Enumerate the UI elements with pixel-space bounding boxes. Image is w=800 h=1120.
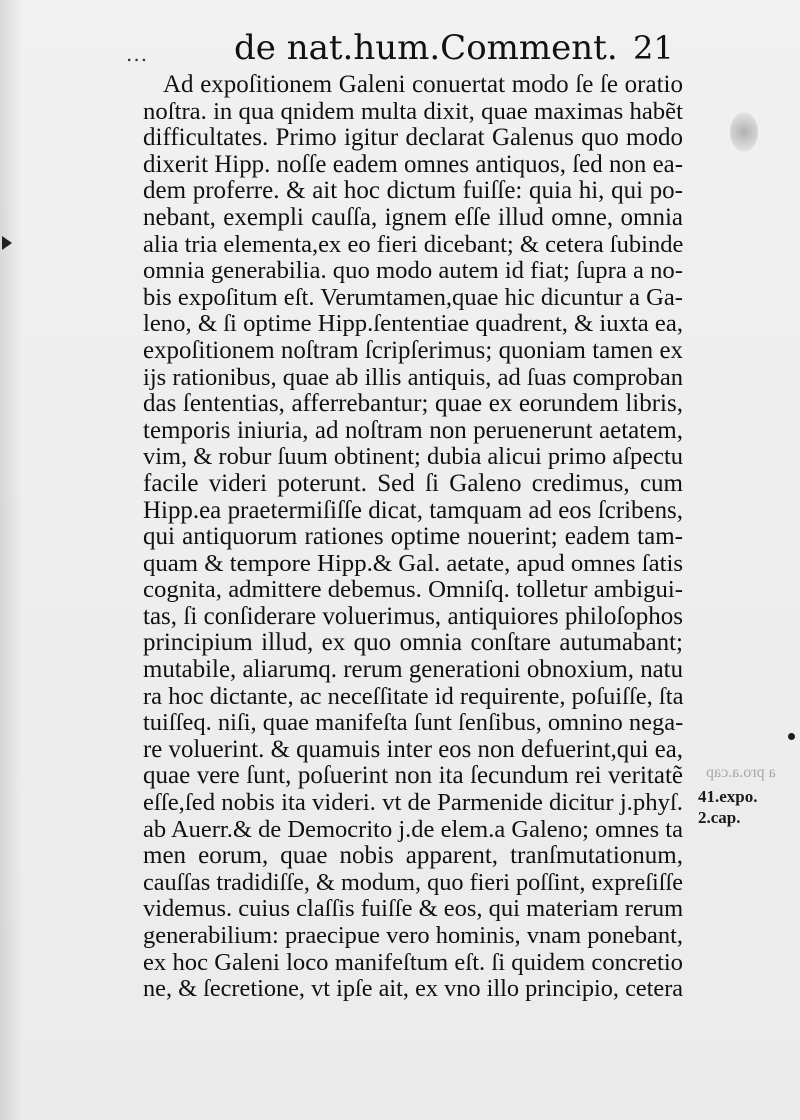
margin-note-line: 2.cap. — [698, 808, 741, 827]
text-line: Ad expoſitionem Galeni conuertat modo ſe ſe oratio — [163, 71, 683, 98]
page-header — [0, 26, 800, 70]
body-text-block — [143, 72, 683, 1003]
text-line: eſſe,ſed nobis ita videri. vt de Parmenide dicitur j.phyſ. — [143, 789, 683, 817]
text-line: nebant, exempli cauſſa, ignem eſſe illud omne, omnia — [143, 203, 683, 231]
text-line: mutabile, aliarumq. rerum generationi obnoxium, natu — [143, 656, 683, 684]
text-line: noſtra. in qua qnidem multa dixit, quae maximas habẽt — [143, 97, 683, 125]
running-title: de nat.hum.Comment. — [234, 28, 618, 68]
text-line: Hipp.ea praetermiſiſſe dicat, tamquam ad eos ſcribens, — [143, 496, 683, 524]
text-line: tuiſſeq. niſi, quae manifeſta ſunt ſenſibus, omnino nega- — [143, 709, 684, 737]
text-line: temporis iniuria, ad noſtram non peruenerunt aetatem, — [143, 416, 683, 444]
text-line: difficultates. Primo igitur declarat Galenus quo modo — [143, 124, 683, 152]
text-line: ab Auerr.& de Democrito j.de elem.a Galeno; omnes ta — [143, 815, 683, 843]
text-line: cognita, admittere debemus. Omniſq. tolletur ambigui- — [143, 576, 683, 604]
margin-note-line: 41.expo. — [698, 787, 758, 806]
text-line: das ſententias, afferrebantur; quae ex eorundem libris, — [143, 390, 683, 418]
text-line: cauſſas tradidiſſe, & modum, quo fieri poſſint, expreſiſſe — [143, 868, 683, 896]
page-number: 21 — [633, 29, 674, 67]
text-line: bis expoſitum eſt. Verumtamen,quae hic dicuntur a Ga- — [143, 283, 683, 311]
text-line: generabilium: praecipue vero hominis, vnam ponebant, — [143, 922, 683, 949]
text-line: principium illud, ex quo omnia conſtare autumabant; — [143, 629, 683, 657]
text-line: quam & tempore Hipp.& Gal. aetate, apud omnes ſatis — [143, 549, 683, 577]
text-line: ex hoc Galeni loco manifeſtum eſt. ſi quidem concretio — [143, 948, 683, 976]
paper-smudge — [730, 112, 758, 152]
margin-ink-mark — [2, 236, 12, 250]
text-line: vim, & robur ſuum obtinent; dubia alicui primo aſpectu — [143, 443, 683, 471]
text-line: ijs rationibus, quae ab illis antiquis, ad ſuas comproban — [143, 363, 683, 391]
text-line: leno, & ſi optime Hipp.ſententiae quadrent, & iuxta ea, — [143, 310, 683, 338]
text-line: re voluerint. & quamuis inter eos non defuerint,qui ea, — [143, 735, 683, 763]
text-line: expoſitionem noſtram ſcripſerimus; quoniam tamen ex — [143, 336, 683, 364]
text-line: dem proferre. & ait hoc dictum fuiſſe: quia hi, qui po- — [143, 177, 683, 205]
header-dots: ... — [126, 42, 149, 66]
text-line: tas, ſi conſiderare voluerimus, antiquiores philoſophos — [143, 602, 683, 630]
bleed-through-text: a pro.a.cap — [706, 764, 776, 781]
text-line: qui antiquorum rationes optime nouerint; eadem tam- — [143, 523, 683, 551]
text-line: ra hoc dictante, ac neceſſitate id requirente, poſuiſſe, ſta — [143, 682, 684, 710]
ink-dot — [788, 733, 795, 740]
text-line: dixerit Hipp. noſſe eadem omnes antiquos, ſed non ea- — [143, 150, 683, 178]
text-line: facile videri poterunt. Sed ſi Galeno credimus, cum — [143, 469, 683, 497]
text-line: videmus. cuius claſſis fuiſſe & eos, qui materiam rerum — [143, 895, 684, 923]
text-line: alia tria elementa,ex eo fieri dicebant; & cetera ſubinde — [143, 230, 684, 258]
margin-note — [698, 786, 788, 828]
text-line: men eorum, quae nobis apparent, tranſmutationum, — [143, 842, 683, 870]
text-line: quae vere ſunt, poſuerint non ita ſecundum rei veritatẽ — [143, 762, 683, 790]
gutter-shadow — [0, 0, 22, 1120]
text-line: omnia generabilia. quo modo autem id fiat; ſupra a no- — [143, 257, 683, 285]
text-line: ne, & ſecretione, vt ipſe ait, ex vno illo principio, cetera — [143, 975, 684, 1003]
